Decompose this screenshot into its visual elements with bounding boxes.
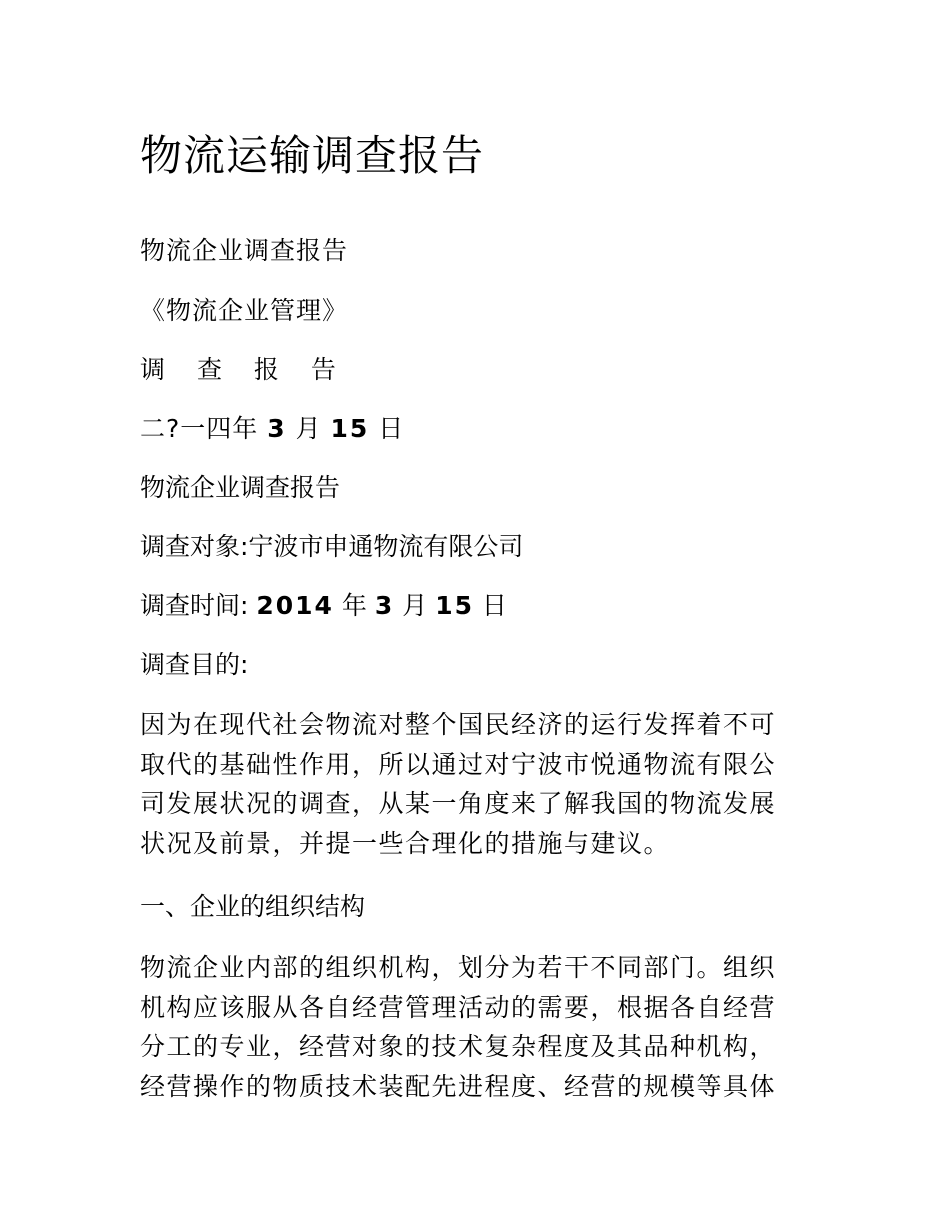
cover-line-2: 《物流企业管理》 [140, 296, 349, 325]
cover-date-month-label: 月 [286, 414, 331, 443]
paragraph-line: 司发展状况的调查，从某一角度来了解我国的物流发展 [140, 789, 777, 818]
paragraph-line: 状况及前景，并提一些合理化的措施与建议。 [140, 828, 671, 858]
paragraph-line: 物流企业内部的组织机构，划分为若干不同部门。组织 [140, 953, 777, 982]
survey-time-label: 调查时间: [140, 591, 257, 620]
section1-paragraph [140, 948, 790, 1106]
document-title: 物流运输调查报告 [140, 131, 485, 180]
purpose-label: 调查目的: [140, 650, 249, 679]
cover-line-3: 调 查 报 告 [140, 355, 348, 384]
survey-subject: 调查对象:宁波市申通物流有限公司 [140, 532, 524, 561]
cover-date-month: 3 [267, 414, 287, 443]
survey-time-day-label: 日 [473, 591, 507, 620]
section-heading: 一、企业的组织结构 [140, 892, 366, 921]
survey-time-month: 3 [374, 591, 395, 620]
paragraph-line: 机构应该服从各自经营管理活动的需要，根据各自经营 [140, 992, 777, 1022]
cover-date [140, 412, 404, 446]
paragraph-line: 取代的基础性作用，所以通过对宁波市悦通物流有限公 [140, 749, 777, 779]
cover-line-1: 物流企业调查报告 [140, 236, 349, 265]
cover-date-day-label: 日 [369, 414, 405, 443]
survey-time-year: 2014 [256, 591, 334, 620]
purpose-paragraph [140, 705, 790, 863]
cover-date-prefix: 二?一四年 [140, 414, 268, 443]
survey-time [140, 589, 507, 623]
paragraph-line: 因为在现代社会物流对整个国民经济的运行发挥着不可 [140, 710, 777, 739]
survey-time-day: 15 [435, 591, 474, 620]
paragraph-line: 分工的专业，经营对象的技术复杂程度及其品种机构， [140, 1032, 777, 1061]
survey-time-year-label: 年 [333, 591, 375, 620]
paragraph-line: 经营操作的物质技术装配先进程度、经营的规模等具体 [140, 1071, 777, 1101]
survey-time-month-label: 月 [394, 591, 436, 620]
body-title: 物流企业调查报告 [140, 473, 341, 502]
cover-date-day: 15 [330, 414, 370, 443]
